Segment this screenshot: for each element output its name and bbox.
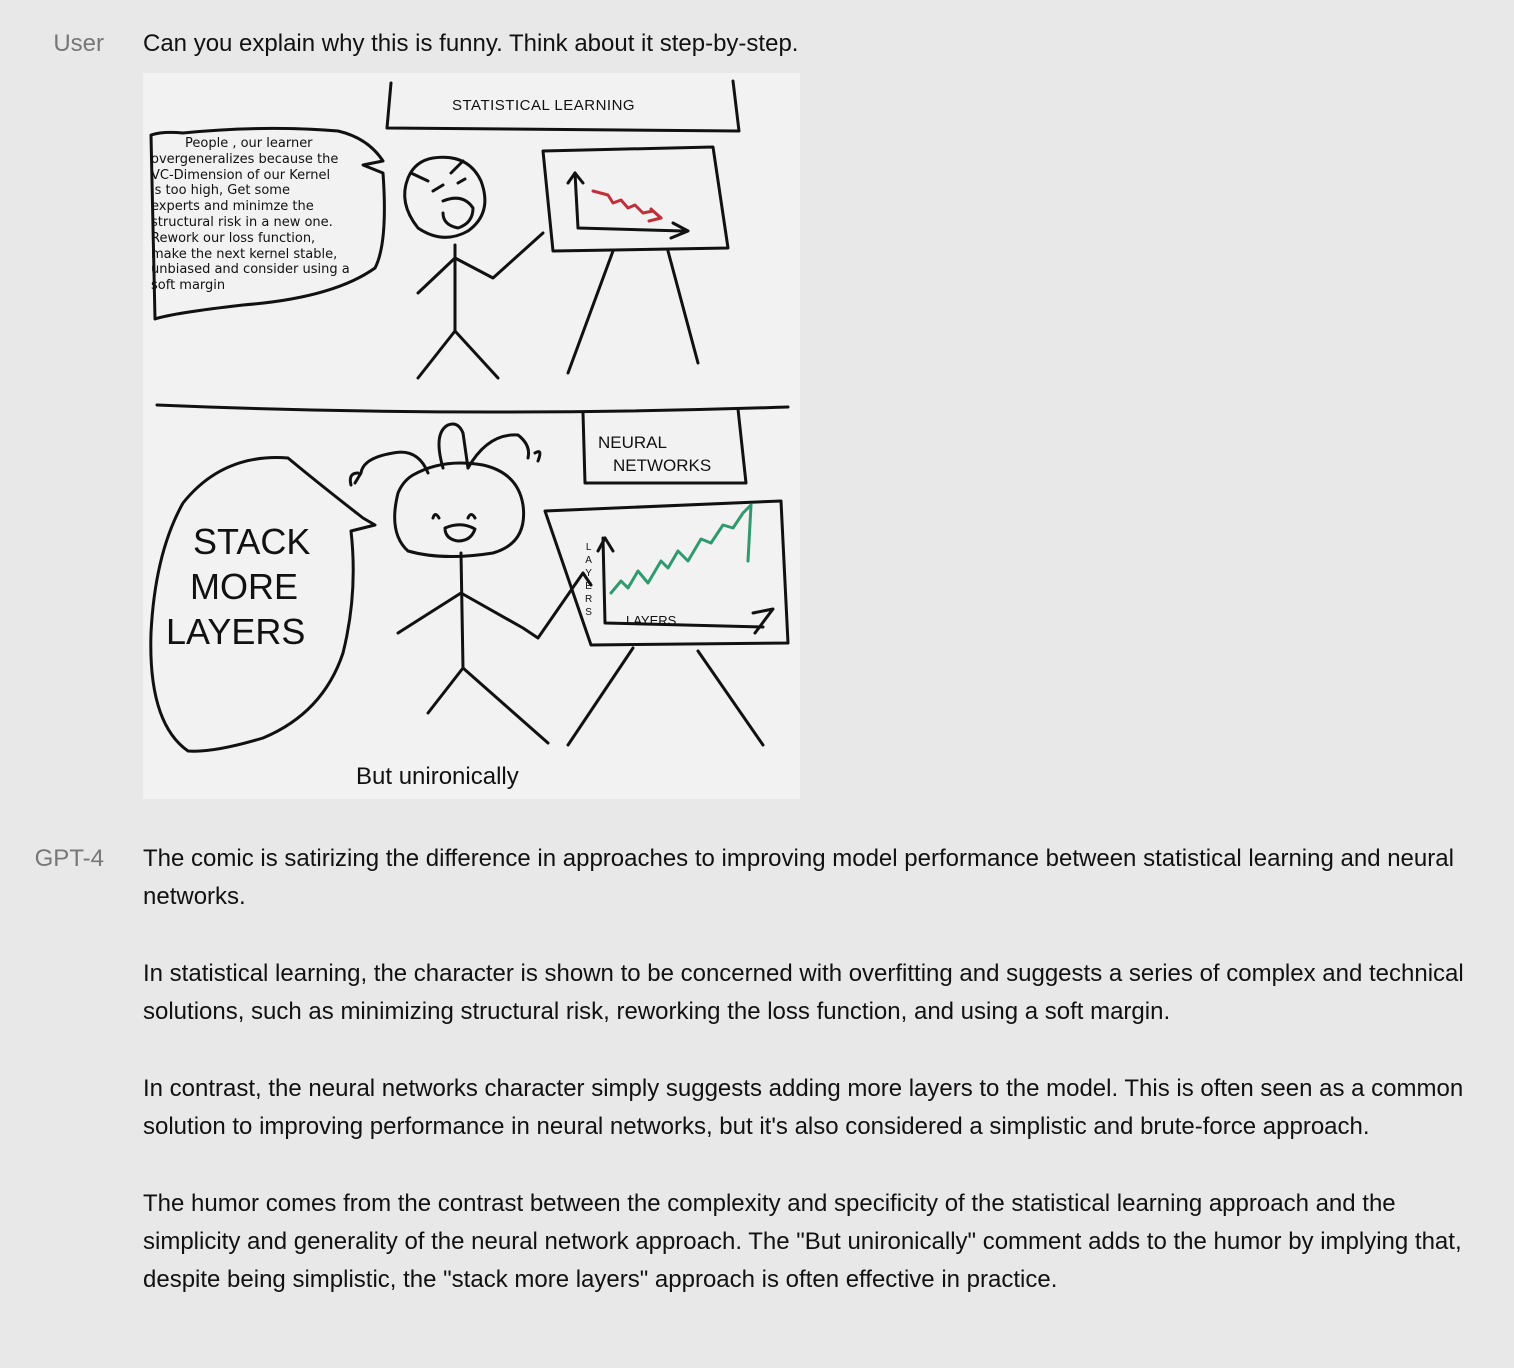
y-axis-label xyxy=(585,541,592,619)
angry-head xyxy=(405,157,485,237)
y-axis-letter: E xyxy=(585,581,592,592)
speech-line: unbiased and consider using a xyxy=(151,262,350,278)
speech-line: People , our learner xyxy=(185,136,313,151)
shout-line: MORE xyxy=(190,566,298,607)
assistant-paragraph: The comic is satirizing the difference in approaches to improving model performance between statistical learning and neural networks. xyxy=(143,845,1454,910)
speech-line: structural risk in a new one. xyxy=(151,214,333,230)
y-axis-letter: S xyxy=(585,607,592,618)
speech-line: soft margin xyxy=(151,278,226,294)
panel-divider xyxy=(157,405,788,412)
assistant-speaker-label: GPT-4 xyxy=(34,845,104,872)
speech-line: overgeneralizes because the xyxy=(151,151,339,167)
user-speaker-label: User xyxy=(53,30,104,57)
top-board xyxy=(543,147,728,251)
assistant-paragraph: In contrast, the neural networks character simply suggests adding more layers to the model. This is often seen as a common solution to improving performance in neural networks, but it's also considered a simplistic and brute-force approach. xyxy=(143,1075,1464,1140)
shout-line: LAYERS xyxy=(166,611,306,652)
x-axis-label: LAYERS xyxy=(626,613,677,628)
y-axis-letter: Y xyxy=(585,568,592,579)
assistant-paragraph: In statistical learning, the character is shown to be concerned with overfitting and suggests a series of complex and technical solutions, such as minimizing structural risk, reworking the loss function, and using a soft margin. xyxy=(143,960,1464,1025)
comic-caption: But unironically xyxy=(356,763,519,790)
speech-line: experts and minimze the xyxy=(151,199,314,215)
assistant-message xyxy=(143,840,1483,1338)
shout-line: STACK xyxy=(193,521,311,562)
speech-line: Rework our loss function, xyxy=(151,230,316,246)
bottom-panel-title-line1: NEURAL xyxy=(598,433,667,452)
y-axis-letter: R xyxy=(585,594,593,605)
user-message: Can you explain why this is funny. Think about it step-by-step. xyxy=(143,30,799,57)
y-axis-letter: A xyxy=(585,555,592,566)
comic-image xyxy=(143,73,800,799)
speech-bubble-text xyxy=(151,136,350,294)
speech-line: make the next kernel stable, xyxy=(151,246,338,262)
bottom-panel-title-line2: NETWORKS xyxy=(613,456,712,475)
speech-line: VC-Dimension of our Kernel xyxy=(151,167,331,183)
y-axis-letter: L xyxy=(585,542,592,553)
down-trend-line xyxy=(593,191,661,218)
speech-line: is too high, Get some xyxy=(151,183,290,199)
assistant-paragraph: The humor comes from the contrast between the complexity and specificity of the statistical learning approach and the simplicity and generality of the neural network approach. The "But unironically" comment adds to the humor by implying that, despite being simplistic, the "stack more layers" approach is often effective in practice. xyxy=(143,1190,1462,1293)
top-panel-title: STATISTICAL LEARNING xyxy=(452,97,636,114)
up-trend-line xyxy=(611,505,751,593)
jester-head xyxy=(395,463,524,557)
